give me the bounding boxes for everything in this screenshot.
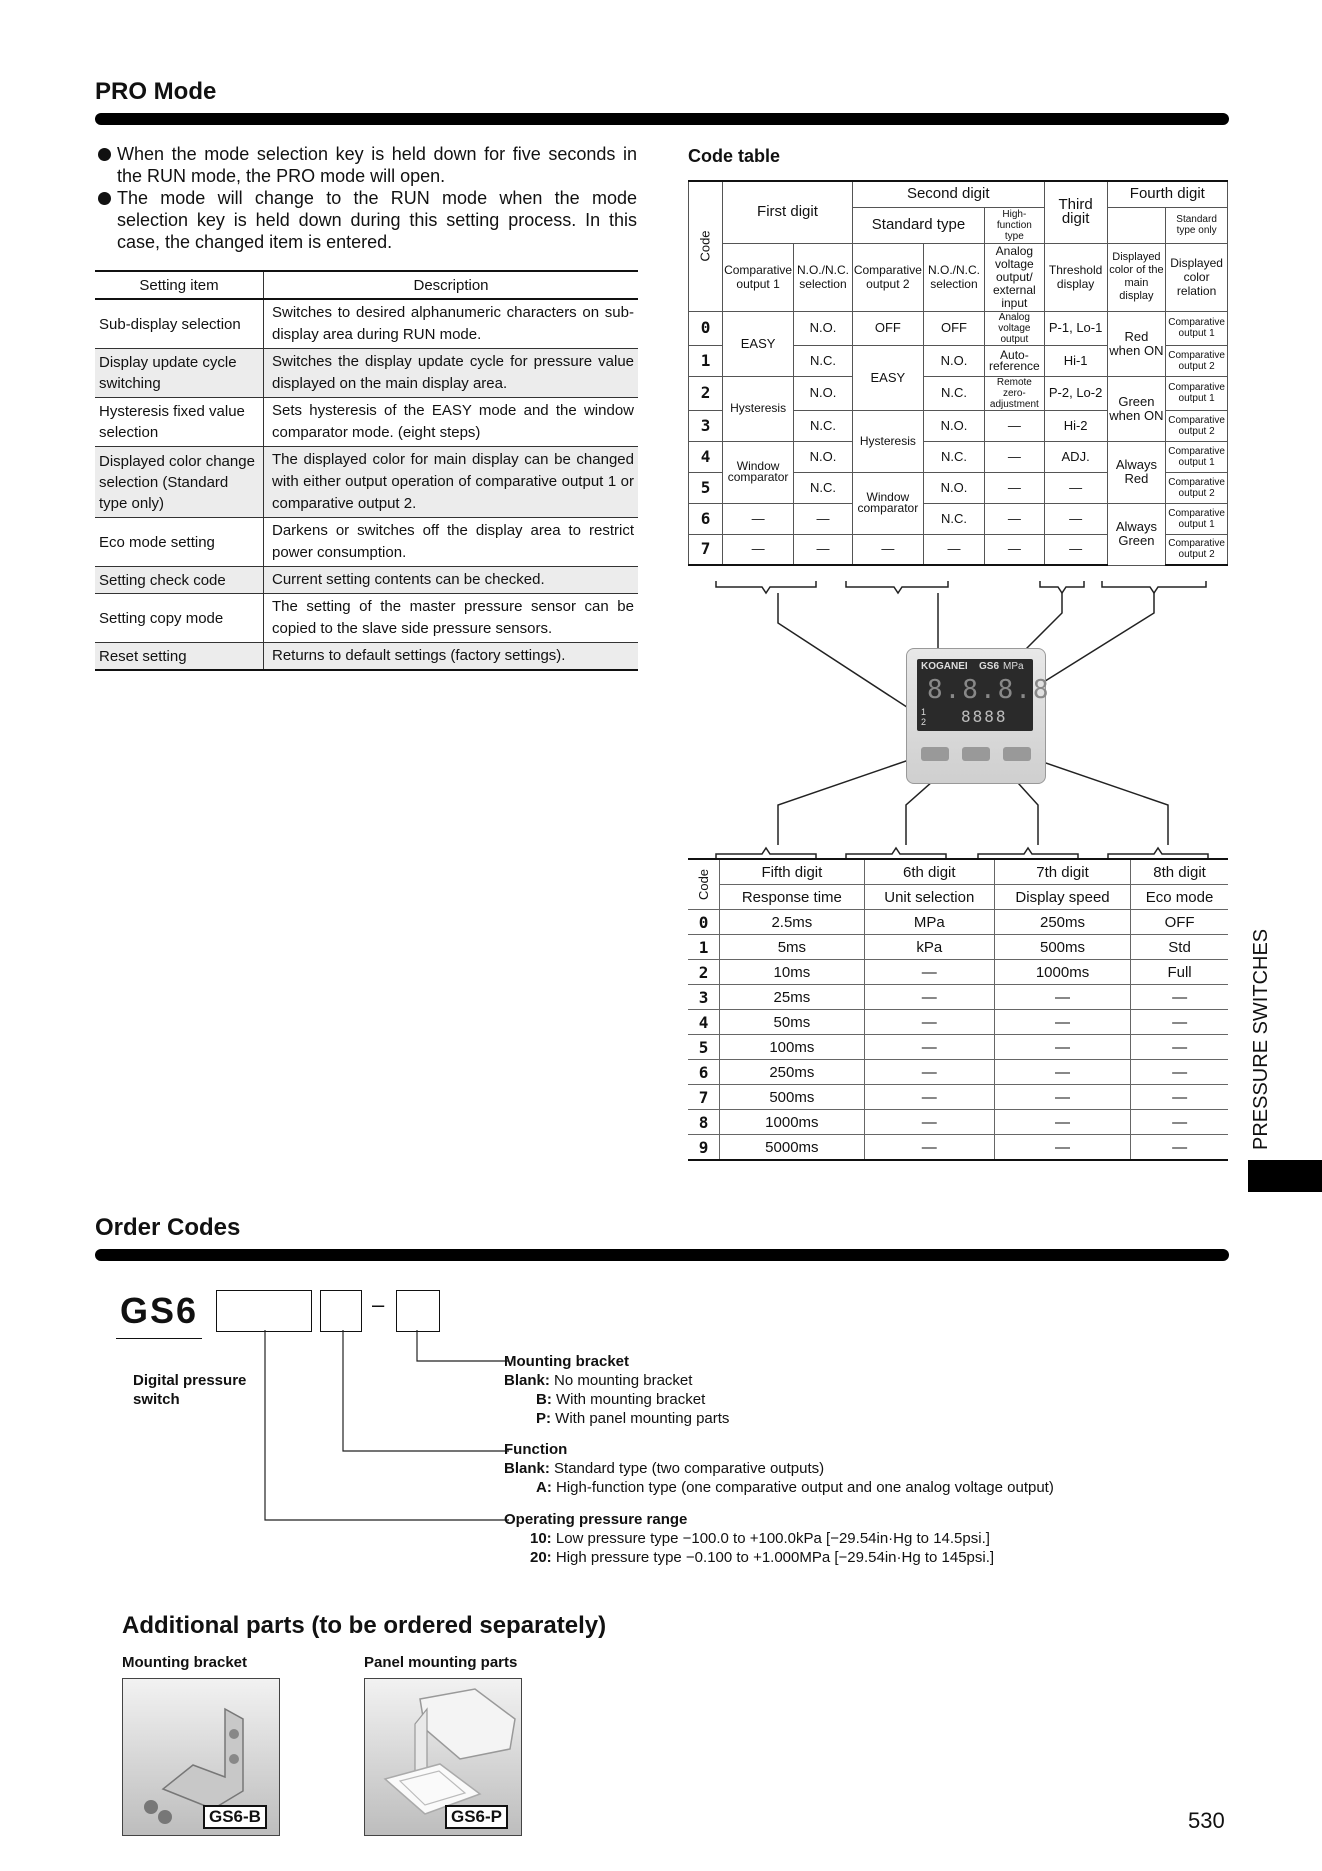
table-row <box>688 935 1228 960</box>
setting-desc: Current setting contents can be checked. <box>264 567 639 594</box>
nonc2-cell: OFF <box>923 311 984 345</box>
eighth-cell: — <box>1131 1060 1228 1085</box>
fourth-digit-header: Fourth digit <box>1107 181 1227 207</box>
dispcolor-header: Displayed color of the main display <box>1107 243 1166 311</box>
eighth-cell: — <box>1131 1035 1228 1060</box>
leader-function <box>343 1330 509 1451</box>
analog-cell: Auto-reference <box>985 345 1045 376</box>
eco-mode-header: Eco mode <box>1131 885 1228 910</box>
option-key: B: <box>536 1391 552 1408</box>
fifth-cell: 1000ms <box>720 1110 865 1135</box>
seventh-cell: 500ms <box>994 935 1130 960</box>
table-row <box>688 1010 1228 1035</box>
nonc1-cell: — <box>794 503 853 534</box>
colorrel-cell: Comparative output 1 <box>1166 503 1228 534</box>
main-display-digits: 8.8.8.8 <box>927 675 1051 705</box>
option-key: A: <box>536 1479 552 1496</box>
device-brand: KOGANEI <box>921 661 968 672</box>
threshold-cell: P-2, Lo-2 <box>1044 376 1107 410</box>
part-label-bracket: Mounting bracket <box>122 1654 248 1671</box>
code-digit: 2 <box>688 960 720 985</box>
header-description: Description <box>264 271 639 299</box>
mounting-bracket-photo <box>122 1678 280 1836</box>
comp2-group: Hysteresis <box>852 410 923 472</box>
option-key: P: <box>536 1410 551 1427</box>
line-first-digit <box>778 593 916 713</box>
pro-mode-title: PRO Mode <box>95 78 217 105</box>
setting-item: Eco mode setting <box>95 518 264 567</box>
eighth-cell: — <box>1131 1085 1228 1110</box>
option-text: Low pressure type −100.0 to +100.0kPa [−29.54in·Hg to 14.5psi.] <box>555 1530 990 1547</box>
blank-cell <box>1107 207 1166 243</box>
dispcolor-group: Green when ON <box>1107 376 1166 441</box>
nonc1-cell: N.C. <box>794 472 853 503</box>
sixth-cell: — <box>864 1035 994 1060</box>
threshold-cell: P-1, Lo-1 <box>1044 311 1107 345</box>
nonc2-cell: N.O. <box>923 410 984 441</box>
pressure-range-box <box>216 1290 312 1332</box>
side-section-label: PRESSURE SWITCHES <box>1250 928 1272 1150</box>
order-code-leader-lines <box>260 1330 510 1530</box>
pressure-title: Operating pressure range <box>504 1511 688 1528</box>
threshold-cell: — <box>1044 503 1107 534</box>
code-digit: 1 <box>688 935 720 960</box>
seventh-cell: 250ms <box>994 910 1130 935</box>
setting-desc: Darkens or switches off the display area to restrict power consumption. <box>264 518 639 567</box>
code-digit: 9 <box>688 1135 720 1161</box>
nonc2-cell: — <box>923 534 984 565</box>
code-digit: 7 <box>689 534 723 565</box>
code-table-1 <box>688 180 1228 566</box>
bullet-2: The mode will change to the RUN mode when the mode selection key is held down during this setting process. In this case, the changed item is entered. <box>95 187 637 253</box>
nonc2-cell: N.O. <box>923 345 984 376</box>
analog-cell: — <box>985 472 1045 503</box>
first-digit-group: — <box>723 503 794 534</box>
colorrel-cell: Comparative output 2 <box>1166 472 1228 503</box>
title-rule <box>95 113 1229 125</box>
option-key: 10: <box>530 1530 552 1547</box>
code-digit: 6 <box>688 1060 720 1085</box>
nonc2-header: N.O./N.C. selection <box>923 243 984 311</box>
seventh-cell: — <box>994 1135 1130 1161</box>
sixth-cell: — <box>864 1085 994 1110</box>
seventh-digit-header: 7th digit <box>994 859 1130 885</box>
table-row <box>688 985 1228 1010</box>
sixth-cell: — <box>864 1110 994 1135</box>
nonc1-header: N.O./N.C. selection <box>794 243 853 311</box>
nonc2-cell: N.O. <box>923 472 984 503</box>
fifth-cell: 250ms <box>720 1060 865 1085</box>
comp2-group: EASY <box>852 345 923 410</box>
setting-item: Displayed color change selection (Standard type only) <box>95 447 264 518</box>
threshold-cell: — <box>1044 472 1107 503</box>
table-row <box>688 910 1228 935</box>
analog-header: Analog voltage output/ external input <box>985 243 1045 311</box>
nonc1-cell: N.O. <box>794 441 853 472</box>
display-speed-header: Display speed <box>994 885 1130 910</box>
prefix-underline <box>116 1338 202 1339</box>
setting-item: Sub-display selection <box>95 299 264 349</box>
code-header-2 <box>688 859 720 910</box>
table-row <box>95 518 638 567</box>
bracket-fourth-digit <box>1102 581 1206 593</box>
seventh-cell: — <box>994 1010 1130 1035</box>
code-digit: 5 <box>689 472 723 503</box>
device-mode-key <box>921 747 949 761</box>
bracket-third-digit <box>1040 581 1084 593</box>
analog-cell: — <box>985 410 1045 441</box>
comp2-header: Comparative output 2 <box>852 243 923 311</box>
setting-item: Hysteresis fixed value selection <box>95 398 264 447</box>
setting-item: Display update cycle switching <box>95 349 264 398</box>
eighth-cell: — <box>1131 985 1228 1010</box>
eighth-cell: — <box>1131 1110 1228 1135</box>
high-function-header: High-function type <box>985 207 1045 243</box>
unit-selection-header: Unit selection <box>864 885 994 910</box>
fifth-cell: 5ms <box>720 935 865 960</box>
threshold-header: Threshold display <box>1044 243 1107 311</box>
code-digit: 4 <box>689 441 723 472</box>
response-time-header: Response time <box>720 885 865 910</box>
sixth-digit-header: 6th digit <box>864 859 994 885</box>
sixth-cell: — <box>864 985 994 1010</box>
standard-type-header: Standard type <box>852 207 984 243</box>
setting-desc: The setting of the master pressure sensor can be copied to the slave side pressure sensors. <box>264 594 639 643</box>
page-number: 530 <box>1188 1808 1225 1833</box>
code-digit: 4 <box>688 1010 720 1035</box>
nonc1-cell: N.C. <box>794 345 853 376</box>
setting-desc: Switches the display update cycle for pressure value displayed on the main display area. <box>264 349 639 398</box>
bullet-1: When the mode selection key is held down for five seconds in the RUN mode, the PRO mode will open. <box>95 143 637 187</box>
fifth-cell: 100ms <box>720 1035 865 1060</box>
seventh-cell: — <box>994 1085 1130 1110</box>
colorrel-cell: Comparative output 2 <box>1166 345 1228 376</box>
setting-item: Setting copy mode <box>95 594 264 643</box>
option-key: Blank: <box>504 1372 550 1389</box>
mounting-box <box>396 1290 440 1332</box>
device-display <box>917 659 1051 731</box>
gs6-device-illustration <box>906 648 1051 784</box>
comp1-header: Comparative output 1 <box>723 243 794 311</box>
sub-display-digits: 8888 <box>961 707 1008 726</box>
colorrel-cell: Comparative output 1 <box>1166 441 1228 472</box>
setting-item: Setting check code <box>95 567 264 594</box>
order-codes-rule <box>95 1249 1229 1261</box>
table-row <box>95 447 638 518</box>
threshold-cell: — <box>1044 534 1107 565</box>
sixth-cell: — <box>864 1135 994 1161</box>
option-key: Blank: <box>504 1460 550 1477</box>
table-row <box>95 594 638 643</box>
device-row2: 2 <box>921 717 927 727</box>
first-digit-group: Window comparator <box>723 441 794 503</box>
leader-mounting <box>417 1330 509 1361</box>
setting-desc: Switches to desired alphanumeric characters on sub-display area during RUN mode. <box>264 299 639 349</box>
code-digit: 0 <box>689 311 723 345</box>
sixth-cell: MPa <box>864 910 994 935</box>
sixth-cell: — <box>864 1060 994 1085</box>
code-label: Code <box>697 230 713 262</box>
function-box <box>320 1290 362 1332</box>
analog-cell: — <box>985 503 1045 534</box>
analog-cell: — <box>985 441 1045 472</box>
nonc1-cell: N.C. <box>794 410 853 441</box>
table-row <box>688 1110 1228 1135</box>
sixth-cell: — <box>864 1010 994 1035</box>
header-setting-item: Setting item <box>95 271 264 299</box>
table-row <box>688 960 1228 985</box>
device-row1: 1 <box>921 707 927 717</box>
option-text: With mounting bracket <box>556 1391 706 1408</box>
order-dash: – <box>372 1292 385 1317</box>
eighth-cell: Std <box>1131 935 1228 960</box>
table-row <box>95 567 638 594</box>
part-tag-panel: GS6-P <box>445 1805 508 1829</box>
eighth-digit-header: 8th digit <box>1131 859 1228 885</box>
code-table-title: Code table <box>688 146 781 166</box>
first-digit-header: First digit <box>723 181 853 243</box>
function-title: Function <box>504 1441 568 1458</box>
nonc2-cell: N.C. <box>923 376 984 410</box>
code-digit: 3 <box>689 410 723 441</box>
table-row <box>688 1035 1228 1060</box>
device-up-key <box>962 747 990 761</box>
option-text: With panel mounting parts <box>555 1410 730 1427</box>
order-codes-title: Order Codes <box>95 1214 241 1241</box>
nonc1-cell: — <box>794 534 853 565</box>
device-model: GS6 <box>979 661 1000 672</box>
dispcolor-group: Always Red <box>1107 441 1166 503</box>
mounting-title: Mounting bracket <box>504 1353 630 1370</box>
pressure-options <box>504 1510 1224 1567</box>
analog-cell: Analog voltage output <box>985 311 1045 345</box>
code-digit: 0 <box>688 910 720 935</box>
seventh-cell: — <box>994 1110 1130 1135</box>
part-tag-bracket: GS6-B <box>203 1805 267 1829</box>
threshold-cell: Hi-1 <box>1044 345 1107 376</box>
part-label-panel: Panel mounting parts <box>364 1654 518 1671</box>
code-label-2: Code <box>696 868 712 901</box>
bracket-first-digit <box>716 581 816 593</box>
table-row <box>95 349 638 398</box>
colorrel-header: Displayed color relation <box>1166 243 1228 311</box>
code-digit: 3 <box>688 985 720 1010</box>
colorrel-cell: Comparative output 1 <box>1166 376 1228 410</box>
dispcolor-group: Always Green <box>1107 503 1166 565</box>
code-digit: 8 <box>688 1110 720 1135</box>
setting-item: Reset setting <box>95 643 264 671</box>
pro-mode-bullets <box>95 143 637 253</box>
threshold-cell: Hi-2 <box>1044 410 1107 441</box>
dispcolor-group: Red when ON <box>1107 311 1166 376</box>
seventh-cell: 1000ms <box>994 960 1130 985</box>
table-row <box>688 1135 1228 1161</box>
code-digit: 2 <box>689 376 723 410</box>
code-digit: 6 <box>689 503 723 534</box>
panel-mounting-photo <box>364 1678 522 1836</box>
fifth-cell: 2.5ms <box>720 910 865 935</box>
sixth-cell: — <box>864 960 994 985</box>
eighth-cell: OFF <box>1131 910 1228 935</box>
seventh-cell: — <box>994 1035 1130 1060</box>
analog-cell: — <box>985 534 1045 565</box>
setting-desc: Returns to default settings (factory settings). <box>264 643 639 671</box>
function-options <box>504 1440 1224 1497</box>
setting-desc: Sets hysteresis of the EASY mode and the window comparator mode. (eight steps) <box>264 398 639 447</box>
option-text: High-function type (one comparative output and one analog voltage output) <box>556 1479 1054 1496</box>
second-digit-header: Second digit <box>852 181 1044 207</box>
nonc2-cell: N.C. <box>923 441 984 472</box>
standard-only-header: Standard type only <box>1166 207 1228 243</box>
mounting-options <box>504 1352 1204 1428</box>
colorrel-cell: Comparative output 1 <box>1166 311 1228 345</box>
comp2-group: OFF <box>852 311 923 345</box>
code-digit: 7 <box>688 1085 720 1110</box>
fifth-cell: 50ms <box>720 1010 865 1035</box>
analog-cell: Remote zero-adjustment <box>985 376 1045 410</box>
option-key: 20: <box>530 1549 552 1566</box>
option-text: No mounting bracket <box>554 1372 693 1389</box>
option-text: Standard type (two comparative outputs) <box>554 1460 825 1477</box>
colorrel-cell: Comparative output 2 <box>1166 410 1228 441</box>
settings-table <box>95 270 638 671</box>
table-row <box>95 398 638 447</box>
side-section-tab <box>1248 1160 1322 1192</box>
bracket-second-digit <box>846 581 948 593</box>
code-table-2 <box>688 858 1228 1161</box>
fifth-cell: 10ms <box>720 960 865 985</box>
colorrel-cell: Comparative output 2 <box>1166 534 1228 565</box>
fifth-cell: 5000ms <box>720 1135 865 1161</box>
nonc1-cell: N.O. <box>794 311 853 345</box>
table-row <box>688 1085 1228 1110</box>
fifth-cell: 25ms <box>720 985 865 1010</box>
code-digit: 5 <box>688 1035 720 1060</box>
first-digit-group: EASY <box>723 311 794 376</box>
order-prefix: GS6 <box>120 1290 199 1331</box>
seventh-cell: — <box>994 1060 1130 1085</box>
eighth-cell: — <box>1131 1010 1228 1035</box>
sixth-cell: kPa <box>864 935 994 960</box>
first-digit-group: — <box>723 534 794 565</box>
eighth-cell: — <box>1131 1135 1228 1161</box>
device-unit: MPa <box>1003 661 1024 672</box>
threshold-cell: ADJ. <box>1044 441 1107 472</box>
setting-desc: The displayed color for main display can be changed with either output operation of comparative output 1 or comparative output 2. <box>264 447 639 518</box>
table-row <box>95 299 638 349</box>
comp2-group: — <box>852 534 923 565</box>
table-row <box>688 1060 1228 1085</box>
code-header <box>689 181 723 311</box>
third-digit-header: Third digit <box>1044 181 1107 243</box>
fifth-cell: 500ms <box>720 1085 865 1110</box>
code-digit: 1 <box>689 345 723 376</box>
option-text: High pressure type −0.100 to +1.000MPa [−29.54in·Hg to 145psi.] <box>555 1549 995 1566</box>
table-row <box>95 643 638 671</box>
nonc1-cell: N.O. <box>794 376 853 410</box>
device-down-key <box>1003 747 1031 761</box>
nonc2-cell: N.C. <box>923 503 984 534</box>
digital-switch-label: Digital pressure switch <box>133 1372 247 1408</box>
seventh-cell: — <box>994 985 1130 1010</box>
comp2-group: Window comparator <box>852 472 923 534</box>
additional-parts-title: Additional parts (to be ordered separately) <box>122 1612 607 1639</box>
eighth-cell: Full <box>1131 960 1228 985</box>
first-digit-group: Hysteresis <box>723 376 794 441</box>
fifth-digit-header: Fifth digit <box>720 859 865 885</box>
leader-pressure <box>265 1330 509 1520</box>
